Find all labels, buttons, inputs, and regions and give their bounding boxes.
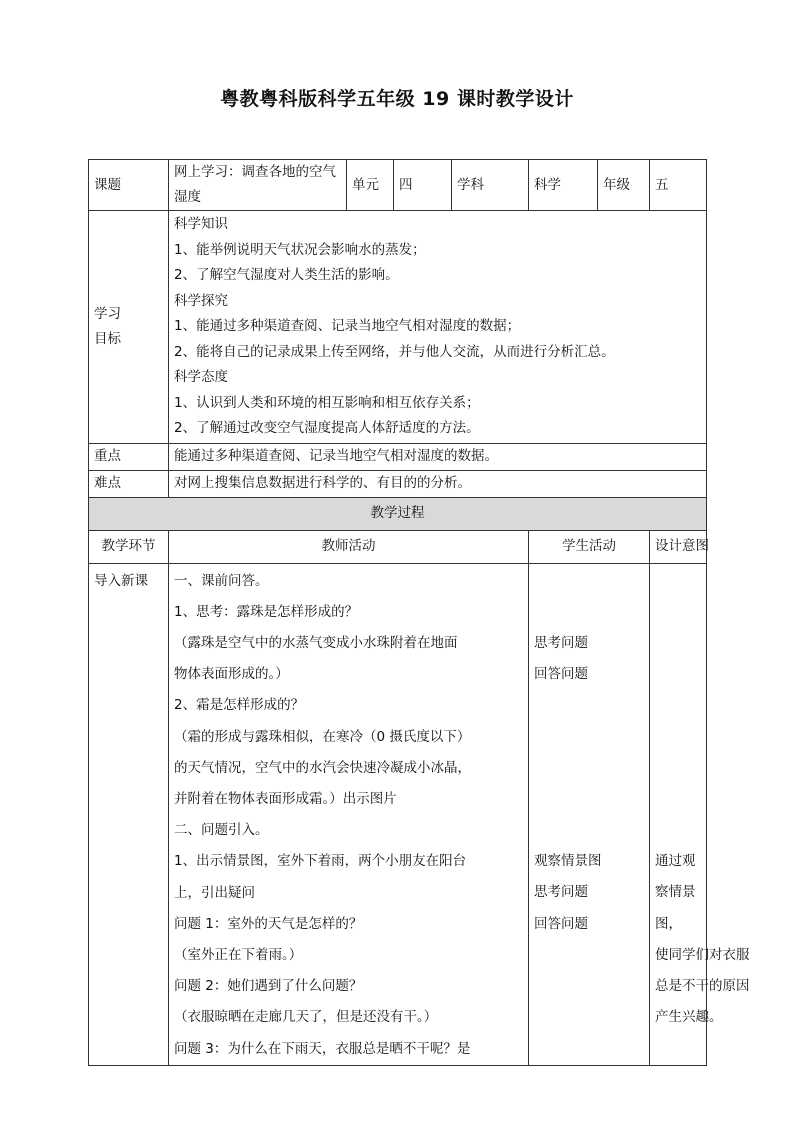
teacher-line: （露珠是空气中的水蒸气变成小水珠附着在地面 [174,634,458,651]
difficulty-text: 对网上搜集信息数据进行科学的、有目的的分析。 [169,470,707,497]
teacher-activity-cell [169,563,529,1065]
intent-line: 产生兴趣。 [655,1009,723,1026]
objective-line: 科学态度 [174,369,228,385]
objective-line: 2、了解通过改变空气湿度提高人体舒适度的方法。 [174,420,480,436]
teacher-line: 1、出示情景图，室外下着雨，两个小朋友在阳台 [174,853,467,870]
student-line: 回答问题 [534,915,588,932]
student-line: 思考问题 [534,884,588,901]
header-student: 学生活动 [529,530,650,563]
teacher-line: 二、问题引入。 [174,822,269,839]
objective-line: 科学探究 [174,292,228,309]
objective-line: 1、能通过多种渠道查阅、记录当地空气相对湿度的数据； [174,318,521,334]
intent-line: 总是不干的原因 [655,978,750,994]
teacher-line: 问题 1：室外的天气是怎样的？ [174,915,363,932]
objective-line: 1、能举例说明天气状况会影响水的蒸发； [174,241,426,258]
objective-line: 科学知识 [174,216,228,232]
objective-line: 1、认识到人类和环境的相互影响和相互依存关系； [174,394,480,411]
design-intent-cell [650,563,750,1065]
key-point-label: 重点 [89,443,169,470]
lesson-plan-table [88,159,750,1066]
process-header-row [89,530,707,563]
key-point-row [89,443,707,470]
student-activity-cell [529,563,650,1065]
objective-line: 2、了解空气湿度对人类生活的影响。 [174,267,399,283]
grade-label: 年级 [598,160,650,211]
teacher-line: 2、霜是怎样形成的？ [174,697,305,714]
stage-cell: 导入新课 [89,563,169,1065]
student-line: 回答问题 [534,666,588,683]
student-line: 思考问题 [534,634,588,651]
intent-line: 使同学们对衣服 [655,946,750,963]
objectives-row [89,211,707,444]
lesson-label: 课题 [89,160,169,211]
teacher-line: 并附着在物体表面形成霜。）出示图片 [174,790,397,807]
difficulty-row [89,470,707,497]
subject-label: 学科 [452,160,529,211]
teacher-line: 一、课前问答。 [174,572,269,589]
process-section-title: 教学过程 [89,497,707,530]
teacher-line: 1、思考：露珠是怎样形成的？ [174,603,359,620]
objectives-content [169,211,707,444]
teacher-line: 上，引出疑问 [174,884,255,901]
teacher-line: 问题 2：她们遇到了什么问题？ [174,978,363,995]
process-body-row [89,563,707,1065]
header-stage: 教学环节 [89,530,169,563]
difficulty-label: 难点 [89,470,169,497]
teacher-line: 问题 3：为什么在下雨天，衣服总是晒不干呢？是 [174,1040,471,1057]
grade-value: 五 [650,160,707,211]
lesson-info-row [89,160,707,211]
teacher-line: 物体表面形成的。） [174,666,289,683]
teacher-line: （霜的形成与露珠相似，在寒冷（0 摄氏度以下） [174,728,471,745]
unit-label: 单元 [347,160,394,211]
process-section-row [89,497,707,530]
header-intent: 设计意图 [650,530,707,563]
student-line: 观察情景图 [534,853,602,870]
key-point-text: 能通过多种渠道查阅、记录当地空气相对湿度的数据。 [169,443,707,470]
intent-line: 通过观察情景图， [655,853,696,932]
teacher-line: （室外正在下着雨。） [174,946,303,963]
subject-value: 科学 [529,160,598,211]
lesson-value: 网上学习：调查各地的空气湿度 [169,160,347,211]
teacher-line: 的天气情况，空气中的水汽会快速冷凝成小冰晶， [174,759,471,776]
objective-line: 2、能将自己的记录成果上传至网络，并与他人交流，从而进行分析汇总。 [174,343,615,360]
unit-value: 四 [394,160,452,211]
page-title: 粤教粤科版科学五年级 19 课时教学设计 [220,88,574,110]
objectives-label: 学习 目标 [89,211,169,444]
teacher-line: （衣服晾晒在走廊几天了，但是还没有干。） [174,1009,438,1026]
header-teacher: 教师活动 [169,530,529,563]
